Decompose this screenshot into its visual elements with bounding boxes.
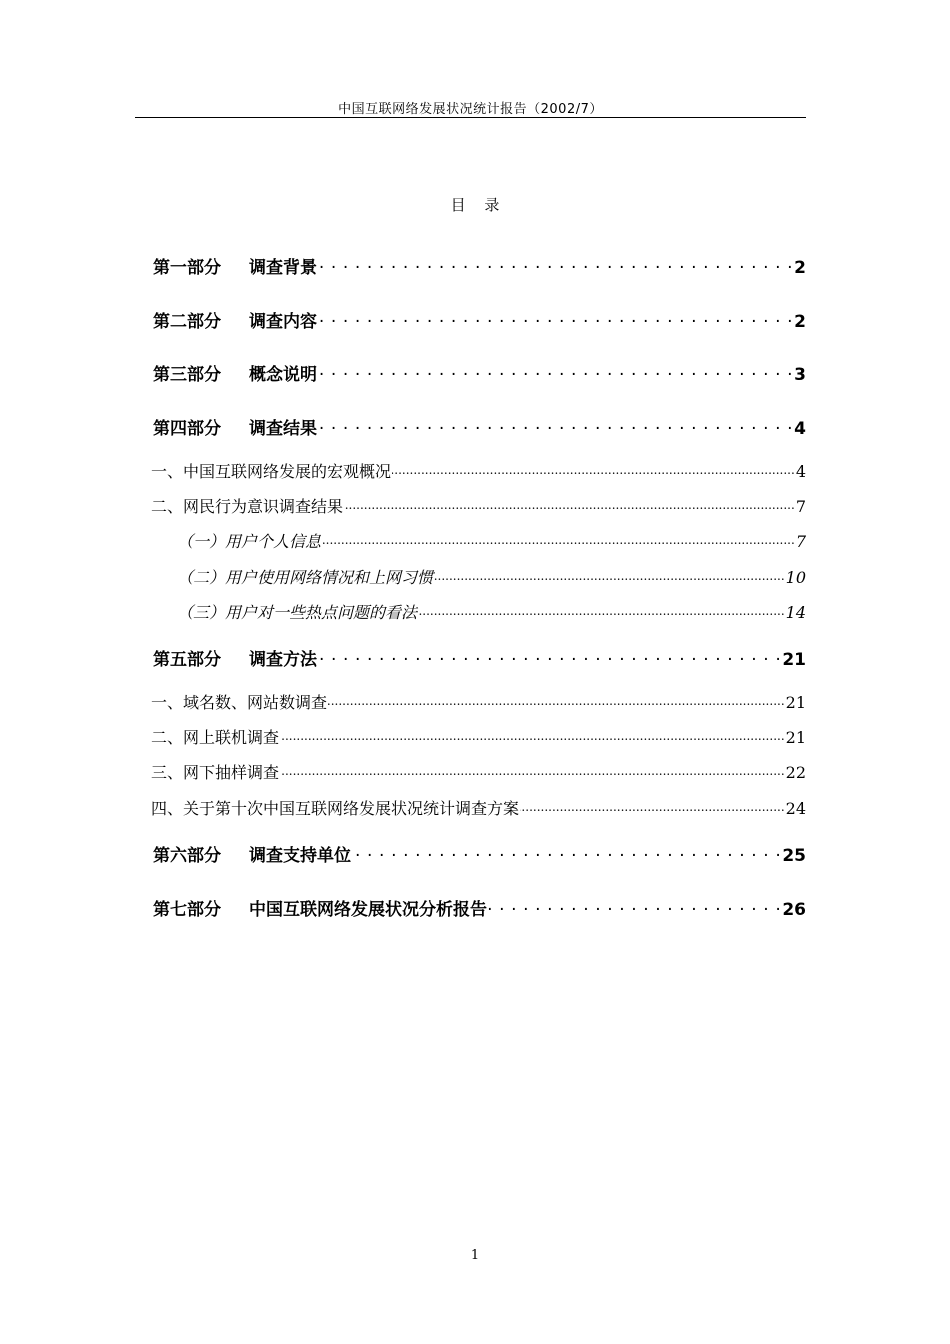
part-title: 调查结果 xyxy=(249,419,317,439)
part-number: 第四部分 xyxy=(153,419,221,439)
toc-entry-part4-section2[interactable] xyxy=(151,494,806,517)
header-rule xyxy=(135,117,806,118)
part-title: 中国互联网络发展状况分析报告 xyxy=(249,900,487,920)
section-title: 三、网下抽样调查 xyxy=(151,763,280,782)
page-number: 24 xyxy=(785,799,806,818)
toc-entry-part1[interactable] xyxy=(153,253,806,278)
page-number: 3 xyxy=(794,365,806,385)
page-number: 7 xyxy=(795,497,806,516)
part-title: 概念说明 xyxy=(249,365,317,385)
part-number: 第二部分 xyxy=(153,312,221,332)
dot-leader xyxy=(280,762,785,778)
part-title: 调查背景 xyxy=(249,258,317,278)
toc-entry-part5[interactable] xyxy=(153,645,806,670)
section-title: 二、网民行为意识调查结果 xyxy=(151,497,344,516)
toc-entry-part4[interactable] xyxy=(153,414,806,439)
part-number: 第五部分 xyxy=(153,650,221,670)
page-number: 4 xyxy=(794,419,806,439)
part-title: 调查方法 xyxy=(249,650,317,670)
toc-entry-part4-subsection3[interactable] xyxy=(177,600,806,623)
toc-entry-part7[interactable] xyxy=(153,895,806,920)
section-title: 二、网上联机调查 xyxy=(151,728,280,747)
dot-leader xyxy=(318,417,793,434)
page-number: 21 xyxy=(785,728,806,747)
dot-leader xyxy=(280,727,785,743)
subsection-title: （一）用户个人信息 xyxy=(177,532,322,551)
section-title: 四、关于第十次中国互联网络发展状况统计调查方案 xyxy=(151,799,520,818)
dot-leader xyxy=(318,310,793,327)
dot-leader xyxy=(488,898,781,915)
toc-entry-part2[interactable] xyxy=(153,307,806,332)
page-number: 2 xyxy=(794,258,806,278)
part-number: 第六部分 xyxy=(153,846,221,866)
running-header: 中国互联网络发展状况统计报告（2002/7） xyxy=(338,102,603,117)
page-footer-number: 1 xyxy=(470,1248,480,1263)
dot-leader xyxy=(344,496,795,512)
toc-entry-part4-subsection1[interactable] xyxy=(177,529,806,552)
dot-leader xyxy=(418,602,785,618)
toc-entry-part5-section2[interactable] xyxy=(151,725,806,748)
dot-leader xyxy=(318,363,793,380)
part-number: 第一部分 xyxy=(153,258,221,278)
toc-entry-part4-subsection2[interactable] xyxy=(177,565,806,588)
part-number: 第七部分 xyxy=(153,900,221,920)
page-number: 14 xyxy=(785,603,806,622)
page-number: 2 xyxy=(794,312,806,332)
section-title: 一、域名数、网站数调查 xyxy=(151,693,328,712)
page-number: 25 xyxy=(782,846,806,866)
page-number: 4 xyxy=(795,462,806,481)
page-number: 21 xyxy=(782,650,806,670)
part-number: 第三部分 xyxy=(153,365,221,385)
toc-entry-part4-section1[interactable] xyxy=(151,459,806,482)
section-title: 一、中国互联网络发展的宏观概况 xyxy=(151,462,392,481)
toc-entry-part5-section1[interactable] xyxy=(151,690,806,713)
page-number: 26 xyxy=(782,900,806,920)
toc-entry-part6[interactable] xyxy=(153,841,806,866)
part-title: 调查内容 xyxy=(249,312,317,332)
dot-leader xyxy=(520,798,785,814)
dot-leader xyxy=(322,531,795,547)
dot-leader xyxy=(318,256,793,273)
page-number: 21 xyxy=(785,693,806,712)
part-title: 调查支持单位 xyxy=(249,846,351,866)
page-number: 7 xyxy=(795,532,806,551)
dot-leader xyxy=(392,461,795,477)
toc-entry-part3[interactable] xyxy=(153,360,806,385)
dot-leader xyxy=(434,567,785,583)
subsection-title: （三）用户对一些热点问题的看法 xyxy=(177,603,418,622)
toc-entry-part5-section4[interactable] xyxy=(151,796,806,819)
toc-entry-part5-section3[interactable] xyxy=(151,760,806,783)
page-number: 22 xyxy=(785,763,806,782)
dot-leader xyxy=(352,844,781,861)
dot-leader xyxy=(328,692,785,708)
page-number: 10 xyxy=(785,568,806,587)
toc-title: 目 录 xyxy=(450,196,500,214)
dot-leader xyxy=(318,648,781,665)
subsection-title: （二）用户使用网络情况和上网习惯 xyxy=(177,568,434,587)
